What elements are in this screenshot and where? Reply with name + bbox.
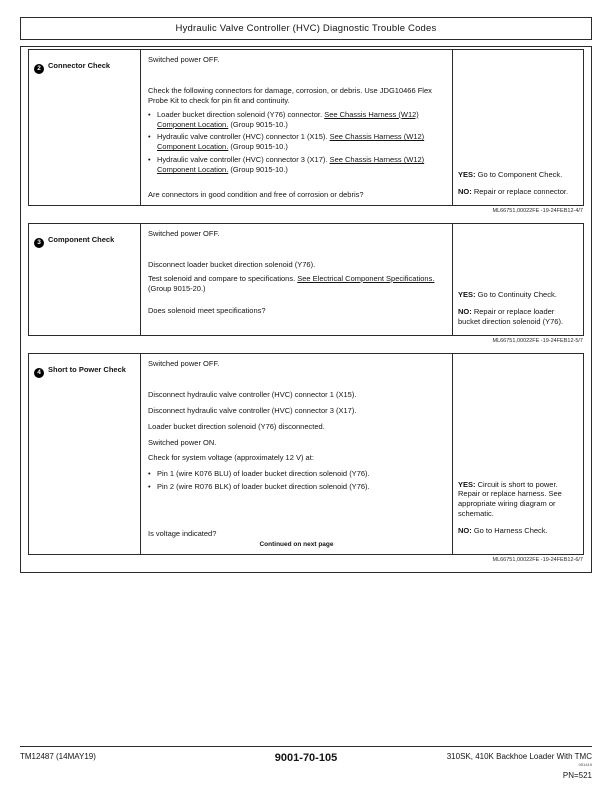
bullet-text: Hydraulic valve controller (HVC) connector 3 (X17).	[157, 155, 330, 165]
step-number-cell	[29, 50, 141, 205]
bullet-item	[148, 469, 445, 479]
yes-result	[458, 290, 577, 300]
bullet-icon: •	[148, 109, 151, 119]
bullet-icon: •	[148, 132, 151, 142]
no-result	[458, 526, 577, 536]
no-label: NO:	[458, 187, 472, 197]
cross-reference-link[interactable]: See Electrical Component Specifications.	[297, 273, 435, 283]
result-cell	[453, 354, 583, 554]
procedure-text: Test solenoid and compare to specifications.	[148, 273, 298, 283]
procedure-line: Disconnect hydraulic valve controller (HVC) connector 3 (X17).	[148, 405, 357, 415]
no-result	[458, 187, 577, 197]
page-footer	[20, 746, 592, 780]
bullet-text: Pin 1 (wire K076 BLU) of loader bucket direction solenoid (Y76).	[157, 469, 370, 479]
checklist	[148, 110, 445, 178]
step-title: Short to Power Check	[48, 365, 126, 374]
procedure-cell	[141, 354, 453, 554]
question-text: Is voltage indicated?	[148, 528, 217, 538]
no-label: NO:	[458, 307, 472, 317]
procedure-line: Disconnect hydraulic valve controller (HVC) connector 1 (X15).	[148, 389, 357, 399]
step-number-badge: 3	[34, 238, 44, 248]
yes-result	[458, 170, 577, 180]
procedure-line: Switched power ON.	[148, 437, 217, 447]
cross-reference-link[interactable]: See Chassis Harness (W12) Component Location.	[157, 109, 419, 129]
bullet-text: (Group 9015-10.)	[228, 119, 288, 129]
no-label: NO:	[458, 526, 472, 536]
revision-code: ML66751,00022FE -19-24FEB12-5/7	[492, 338, 583, 344]
yes-text: Go to Component Check.	[477, 170, 563, 180]
procedure-text: (Group 9015-20.)	[148, 283, 206, 293]
bullet-icon: •	[148, 155, 151, 165]
revision-code: ML66751,00022FE -19-24FEB12-6/7	[492, 557, 583, 563]
bullet-text: Pin 2 (wire R076 BLK) of loader bucket direction solenoid (Y76).	[157, 482, 370, 492]
bullet-text: (Group 9015-10.)	[228, 165, 288, 175]
step-short-to-power-check	[28, 353, 584, 555]
bullet-item	[148, 482, 445, 492]
model-name: 310SK, 410K Backhoe Loader With TMC	[446, 752, 592, 761]
step-connector-check	[28, 49, 584, 206]
yes-text: Circuit is short to power. Repair or replace harness. See appropriate wiring diagram or schematic.	[458, 479, 562, 519]
yes-label: YES:	[458, 479, 476, 489]
yes-text: Go to Continuity Check.	[477, 290, 557, 300]
cross-reference-link[interactable]: See Chassis Harness (W12) Component Location.	[157, 132, 425, 152]
date-code: 051419	[578, 762, 592, 767]
step-title: Connector Check	[48, 61, 111, 70]
section-page-number: 9001-70-105	[274, 752, 338, 764]
bullet-text: Loader bucket direction solenoid (Y76) connector.	[157, 109, 325, 119]
no-text: Go to Harness Check.	[473, 526, 548, 536]
cross-reference-link[interactable]: See Chassis Harness (W12) Component Location.	[157, 155, 425, 175]
no-result	[458, 307, 577, 327]
revision-code: ML66751,00022FE -19-24FEB12-4/7	[492, 208, 583, 214]
result-cell	[453, 50, 583, 205]
bullet-text: Hydraulic valve controller (HVC) connector 1 (X15).	[157, 132, 330, 142]
page-title: Hydraulic Valve Controller (HVC) Diagnostic Trouble Codes	[20, 17, 592, 40]
no-text: Repair or replace connector.	[473, 187, 569, 197]
bullet-icon: •	[148, 469, 151, 479]
no-text: Repair or replace loader bucket direction solenoid (Y76).	[458, 307, 564, 327]
procedure-cell	[141, 224, 453, 335]
procedure-line: Disconnect loader bucket direction solenoid (Y76).	[148, 259, 316, 269]
step-component-check	[28, 223, 584, 336]
procedure-line: Switched power OFF.	[148, 55, 220, 64]
diagnostic-tables-frame	[20, 46, 592, 573]
procedure-line: Switched power OFF.	[148, 359, 220, 368]
bullet-text: (Group 9015-10.)	[228, 142, 288, 152]
result-cell	[453, 224, 583, 335]
procedure-line	[148, 274, 445, 294]
step-number-badge: 2	[34, 64, 44, 74]
step-number-cell	[29, 354, 141, 554]
procedure-line: Loader bucket direction solenoid (Y76) disconnected.	[148, 421, 325, 431]
procedure-line: Check for system voltage (approximately 12 V) at:	[148, 453, 314, 463]
checklist	[148, 469, 445, 495]
print-number: PN=521	[562, 771, 592, 780]
step-title: Component Check	[48, 235, 115, 244]
step-number-badge: 4	[34, 368, 44, 378]
continued-note: Continued on next page	[259, 541, 334, 549]
yes-result	[458, 480, 577, 520]
bullet-item	[148, 155, 445, 175]
yes-label: YES:	[458, 290, 476, 300]
bullet-item	[148, 110, 445, 130]
procedure-line: Switched power OFF.	[148, 229, 220, 238]
yes-label: YES:	[458, 170, 476, 180]
bullet-icon: •	[148, 482, 151, 492]
step-number-cell	[29, 224, 141, 335]
procedure-cell	[141, 50, 453, 205]
manual-number: TM12487 (14MAY19)	[20, 752, 96, 761]
procedure-line: Check the following connectors for damage, corrosion, or debris. Use JDG10466 Flex Probe Kit to check for pin fit and continuity.	[148, 85, 432, 105]
question-text: Does solenoid meet specifications?	[148, 305, 266, 315]
question-text: Are connectors in good condition and free of corrosion or debris?	[148, 190, 364, 200]
bullet-item	[148, 132, 445, 152]
